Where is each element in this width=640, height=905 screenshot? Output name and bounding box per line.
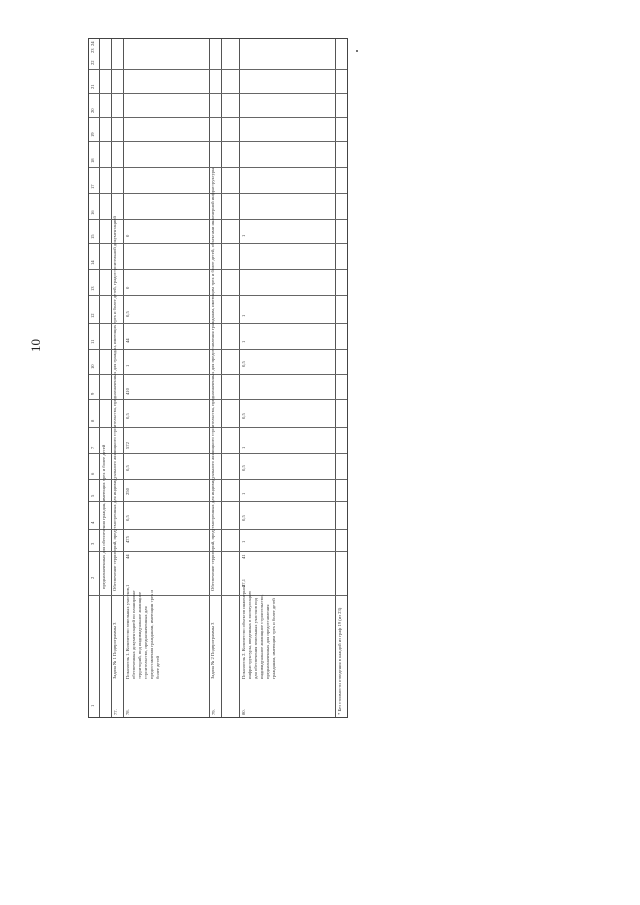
task-text: Обеспечение территорий, предусмотренных для индивидуального жилищного строительства, предназначенных для предоставления гражданам, имеющим трех и более детей, объектами инженерной инфраструктуры xyxy=(210,167,215,591)
table-cell: 1 xyxy=(241,314,246,317)
indicator-label: Показатель 1. Количество земельных участков, обеспеченных документацией по планировке территорий, под индивидуальное жилищное строительство, предназначенных для предоставления гражданам, имеющим трех и более детей xyxy=(125,586,160,679)
table-cell: 1 xyxy=(125,364,130,367)
task-label: Задача № 2 Подпрограммы 3 xyxy=(210,622,215,679)
table-cell: 1 xyxy=(241,340,246,343)
column-number: 2 xyxy=(90,576,95,579)
data-table xyxy=(88,38,348,718)
table-divider xyxy=(89,295,347,296)
table-divider xyxy=(89,399,347,400)
page-number: 10 xyxy=(28,339,43,352)
task-text: Обеспечение территорий, предусмотренных для индивидуального жилищного строительства, предназначенных для граждан, имеющих трех и более детей, градостроительной документацией xyxy=(112,216,117,591)
column-number: 9 xyxy=(90,392,95,395)
column-number: 8 xyxy=(90,419,95,422)
column-number: 24 xyxy=(90,41,95,46)
table-cell: 1 xyxy=(125,584,130,587)
table-cell: 475 xyxy=(125,536,130,543)
column-number: 12 xyxy=(90,313,95,318)
column-number: 10 xyxy=(90,364,95,369)
column-number: 18 xyxy=(90,158,95,163)
table-divider xyxy=(89,243,347,244)
task-label: Задача № 1 Подпрограммы 3 xyxy=(112,622,117,679)
row-number: 77. xyxy=(113,709,118,715)
table-divider xyxy=(89,193,347,194)
column-number: 4 xyxy=(90,521,95,524)
column-number: 5 xyxy=(90,494,95,497)
table-cell: 1 xyxy=(241,492,246,495)
table-cell: 0,5 xyxy=(125,413,130,419)
table-divider xyxy=(89,167,347,168)
table-divider xyxy=(89,219,347,220)
continuation-text: предназначенных для обеспечения граждан, имеющих трех и более детей xyxy=(101,444,106,589)
table-cell: 250 xyxy=(125,488,130,495)
table-divider xyxy=(89,141,347,142)
row-number: 79. xyxy=(211,709,216,715)
table-cell: 41 xyxy=(241,554,246,559)
table-cell: 0,5 xyxy=(125,515,130,521)
table-divider xyxy=(89,269,347,270)
column-number: 6 xyxy=(90,472,95,475)
table-divider xyxy=(89,93,347,94)
column-number: 23 xyxy=(90,48,95,53)
column-number: 13 xyxy=(90,286,95,291)
table-cell: 0 xyxy=(125,234,130,237)
table-divider xyxy=(89,501,347,502)
footnote: * Без стоимости отведения в каждой из граф 19 (из 23) xyxy=(337,607,342,715)
table-cell: 44 xyxy=(125,554,130,559)
table-cell: 572 xyxy=(125,442,130,449)
table-cell: 0,5 xyxy=(241,361,246,367)
table-cell: 0 xyxy=(125,286,130,289)
table-divider xyxy=(89,453,347,454)
table-cell: 44 xyxy=(125,338,130,343)
table-divider xyxy=(89,349,347,350)
table-cell: 0,5 xyxy=(241,515,246,521)
table-divider xyxy=(89,69,347,70)
table-cell: 0,5 xyxy=(241,465,246,471)
column-number: 16 xyxy=(90,210,95,215)
row-number: 78. xyxy=(125,709,130,715)
column-number: 3 xyxy=(90,542,95,545)
table-divider xyxy=(89,427,347,428)
column-number: 1 xyxy=(90,704,95,707)
column-number: 7 xyxy=(90,446,95,449)
table-cell: 1 xyxy=(241,540,246,543)
table-cell: 0,5 xyxy=(125,311,130,317)
table-cell: 1 xyxy=(241,446,246,449)
table-cell: 27,1 xyxy=(241,578,246,587)
table-divider xyxy=(89,117,347,118)
column-number: 19 xyxy=(90,132,95,137)
column-number: 17 xyxy=(90,184,95,189)
table-cell: 0,5 xyxy=(125,465,130,471)
row-number: 80. xyxy=(241,709,246,715)
table-cell: 410 xyxy=(125,388,130,395)
column-number: 21 xyxy=(90,84,95,89)
indicator-label: Показатель 2. Количество объектов инженерной инфраструктуры, введенных в эксплуатацию для обеспечения земельных участков под индивидуальное жилищное строительство, предназначенных для предоставления гражданам, имеющим трех и более детей xyxy=(241,584,276,679)
table-cell: 1 xyxy=(241,234,246,237)
column-number: 15 xyxy=(90,234,95,239)
table-divider xyxy=(89,551,347,552)
table-cell: 0,5 xyxy=(241,413,246,419)
scan-mark xyxy=(356,50,358,52)
table-divider xyxy=(89,374,347,375)
column-number: 22 xyxy=(90,60,95,65)
table-divider xyxy=(89,323,347,324)
table-divider xyxy=(89,529,347,530)
table-divider xyxy=(89,479,347,480)
column-number: 20 xyxy=(90,108,95,113)
column-number: 11 xyxy=(90,339,95,344)
column-number: 14 xyxy=(90,260,95,265)
